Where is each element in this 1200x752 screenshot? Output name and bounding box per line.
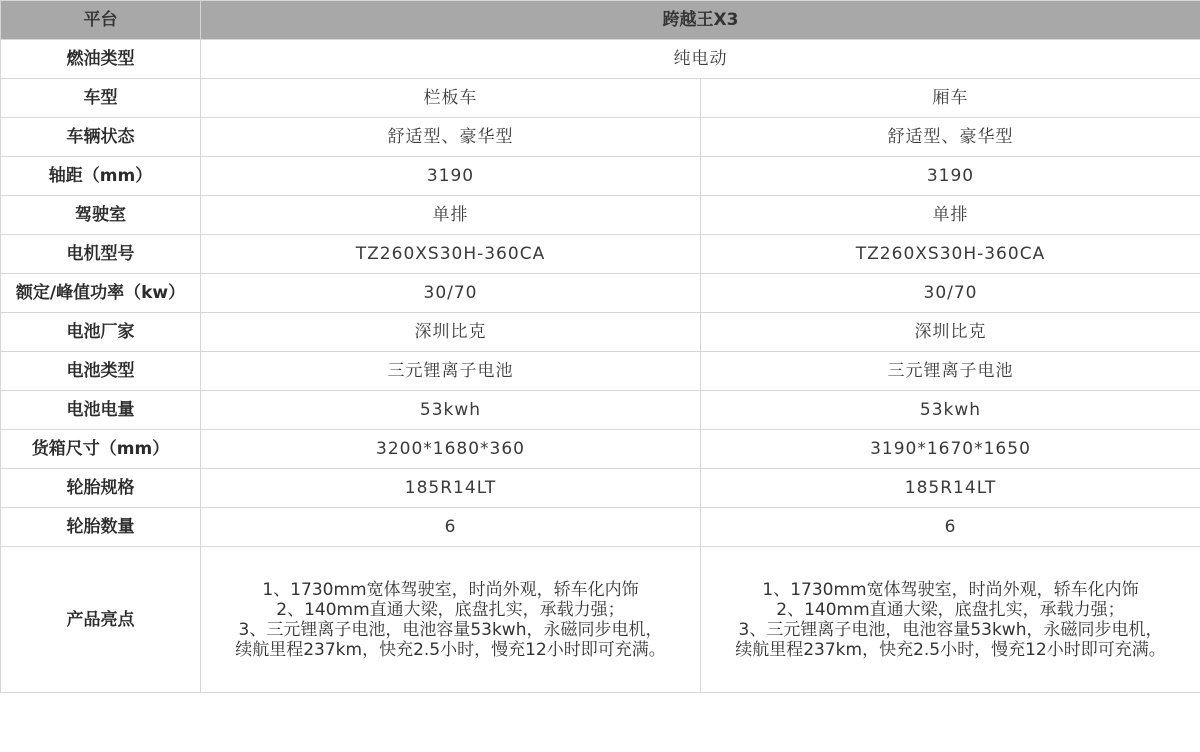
row-value-col2: 53kwh xyxy=(701,391,1200,430)
row-value-col2: 6 xyxy=(701,508,1200,547)
fuel-row xyxy=(1,40,1200,79)
row-value-col2: 3190 xyxy=(701,157,1200,196)
row-label: 电机型号 xyxy=(1,235,201,274)
row-label: 额定/峰值功率（kw） xyxy=(1,274,201,313)
table-row xyxy=(1,469,1200,508)
table-row xyxy=(1,391,1200,430)
row-value-col2: TZ260XS30H-360CA xyxy=(701,235,1200,274)
row-value-col1: TZ260XS30H-360CA xyxy=(201,235,701,274)
table-row xyxy=(1,352,1200,391)
table-row xyxy=(1,274,1200,313)
row-value-col1: 30/70 xyxy=(201,274,701,313)
highlight-line: 续航里程237km，快充2.5小时，慢充12小时即可充满。 xyxy=(235,639,666,660)
row-value-col1: 舒适型、豪华型 xyxy=(201,118,701,157)
table-row xyxy=(1,430,1200,469)
highlights-label: 产品亮点 xyxy=(1,547,201,693)
highlight-line: 3、三元锂离子电池，电池容量53kwh，永磁同步电机， xyxy=(238,619,663,640)
highlight-line: 2、140mm直通大梁，底盘扎实，承载力强； xyxy=(276,599,625,620)
row-label: 车型 xyxy=(1,79,201,118)
highlight-line: 3、三元锂离子电池，电池容量53kwh，永磁同步电机， xyxy=(738,619,1163,640)
row-value-col2: 三元锂离子电池 xyxy=(701,352,1200,391)
row-label: 轮胎规格 xyxy=(1,469,201,508)
fuel-value: 纯电动 xyxy=(201,40,1200,79)
row-label: 轴距（mm） xyxy=(1,157,201,196)
row-value-col1: 深圳比克 xyxy=(201,313,701,352)
row-label: 电池厂家 xyxy=(1,313,201,352)
row-value-col2: 185R14LT xyxy=(701,469,1200,508)
table-row xyxy=(1,79,1200,118)
highlight-line: 1、1730mm宽体驾驶室，时尚外观，轿车化内饰 xyxy=(762,579,1139,600)
row-value-col2: 厢车 xyxy=(701,79,1200,118)
row-value-col1: 单排 xyxy=(201,196,701,235)
table-row xyxy=(1,118,1200,157)
model-name: 跨越王X3 xyxy=(201,1,1200,40)
platform-label: 平台 xyxy=(1,1,201,40)
row-value-col2: 深圳比克 xyxy=(701,313,1200,352)
row-value-col1: 6 xyxy=(201,508,701,547)
highlights-row xyxy=(1,547,1200,693)
highlights-col1 xyxy=(201,547,701,693)
fuel-label: 燃油类型 xyxy=(1,40,201,79)
highlight-line: 续航里程237km，快充2.5小时，慢充12小时即可充满。 xyxy=(735,639,1166,660)
row-value-col1: 185R14LT xyxy=(201,469,701,508)
table-row xyxy=(1,196,1200,235)
row-value-col1: 3200*1680*360 xyxy=(201,430,701,469)
highlight-line: 2、140mm直通大梁，底盘扎实，承载力强； xyxy=(776,599,1125,620)
header-row xyxy=(1,1,1200,40)
row-label: 货箱尺寸（mm） xyxy=(1,430,201,469)
table-row xyxy=(1,508,1200,547)
table-row xyxy=(1,157,1200,196)
row-label: 电池类型 xyxy=(1,352,201,391)
row-value-col2: 单排 xyxy=(701,196,1200,235)
highlight-line: 1、1730mm宽体驾驶室，时尚外观，轿车化内饰 xyxy=(262,579,639,600)
row-label: 电池电量 xyxy=(1,391,201,430)
row-label: 车辆状态 xyxy=(1,118,201,157)
row-value-col2: 舒适型、豪华型 xyxy=(701,118,1200,157)
highlights-col2 xyxy=(701,547,1200,693)
row-value-col1: 栏板车 xyxy=(201,79,701,118)
row-value-col1: 3190 xyxy=(201,157,701,196)
row-value-col1: 三元锂离子电池 xyxy=(201,352,701,391)
row-value-col2: 30/70 xyxy=(701,274,1200,313)
row-value-col2: 3190*1670*1650 xyxy=(701,430,1200,469)
table-row xyxy=(1,313,1200,352)
row-value-col1: 53kwh xyxy=(201,391,701,430)
row-label: 轮胎数量 xyxy=(1,508,201,547)
table-row xyxy=(1,235,1200,274)
row-label: 驾驶室 xyxy=(1,196,201,235)
